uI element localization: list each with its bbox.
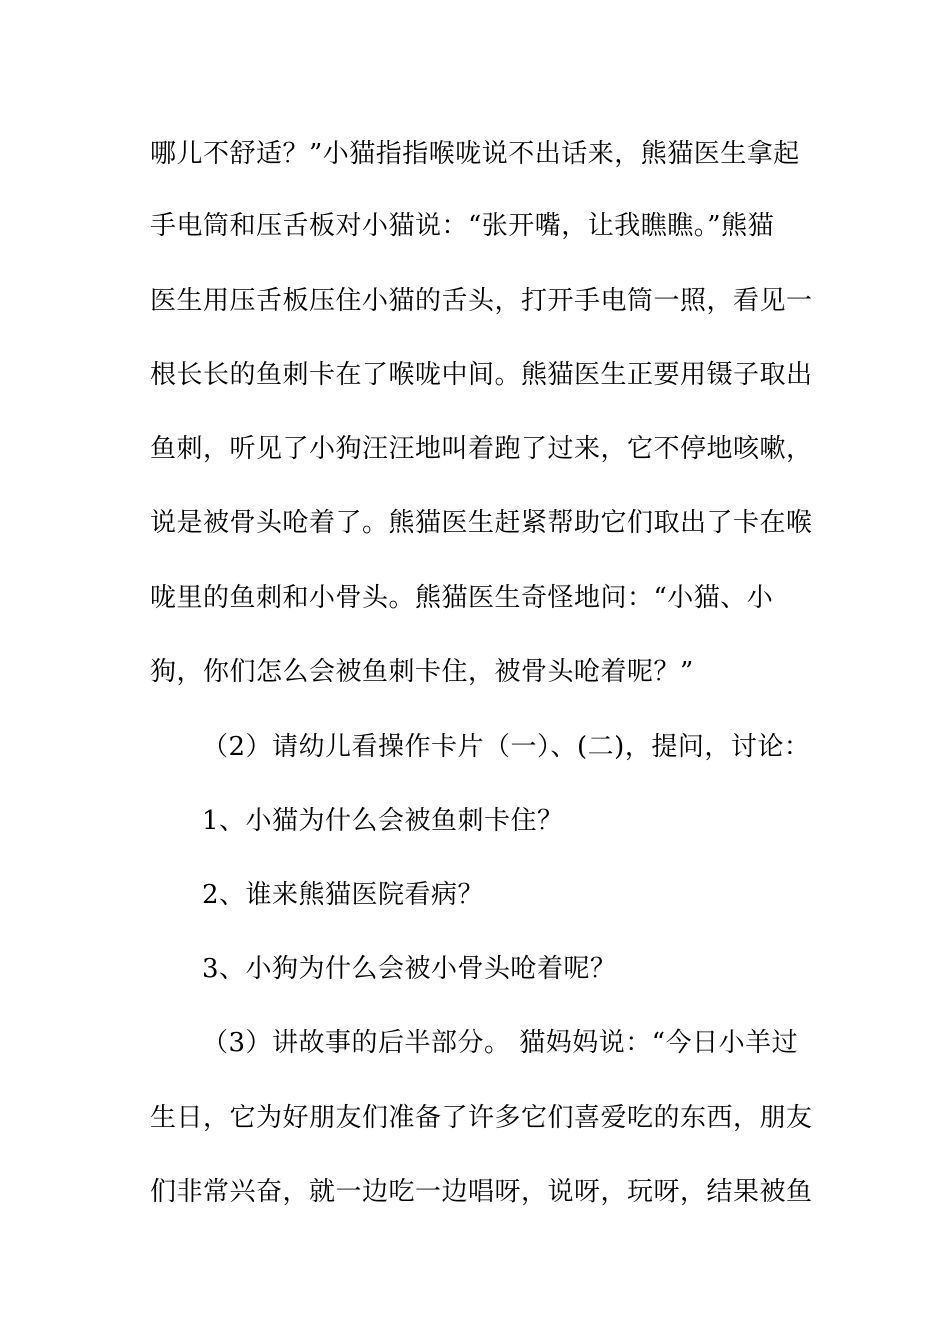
text-line-heading: （3）讲故事的后半部分。 猫妈妈说：“今日小羊过 <box>202 1028 799 1058</box>
text-line-heading: （2）请幼儿看操作卡片（一）、(二)，提问，讨论： <box>202 732 811 762</box>
text-line: 手电筒和压舌板对小猫说：“张开嘴，让我瞧瞧。”熊猫 <box>150 211 775 241</box>
text-line: 鱼刺，听见了小狗汪汪地叫着跑了过来，它不停地咳嗽， <box>150 434 813 464</box>
question-item: 2、谁来熊猫医院看病？ <box>202 880 485 910</box>
text-line: 咙里的鱼刺和小骨头。熊猫医生奇怪地问：“小猫、小 <box>150 583 774 613</box>
question-item: 3、小狗为什么会被小骨头呛着呢？ <box>202 954 617 984</box>
text-line: 说是被骨头呛着了。熊猫医生赶紧帮助它们取出了卡在喉 <box>150 508 813 538</box>
question-item: 1、小猫为什么会被鱼刺卡住？ <box>202 806 564 836</box>
text-line: 哪儿不舒适？”小猫指指喉咙说不出话来，熊猫医生拿起 <box>150 139 800 169</box>
text-line: 们非常兴奋，就一边吃一边唱呀，说呀，玩呀，结果被鱼 <box>150 1177 813 1207</box>
text-line: 医生用压舌板压住小猫的舌头，打开手电筒一照，看见一 <box>150 286 813 316</box>
text-line: 根长长的鱼刺卡在了喉咙中间。熊猫医生正要用镊子取出 <box>150 360 813 390</box>
text-line: 生日，它为好朋友们准备了许多它们喜爱吃的东西，朋友 <box>150 1103 813 1133</box>
text-line: 狗，你们怎么会被鱼刺卡住，被骨头呛着呢？” <box>150 657 694 687</box>
